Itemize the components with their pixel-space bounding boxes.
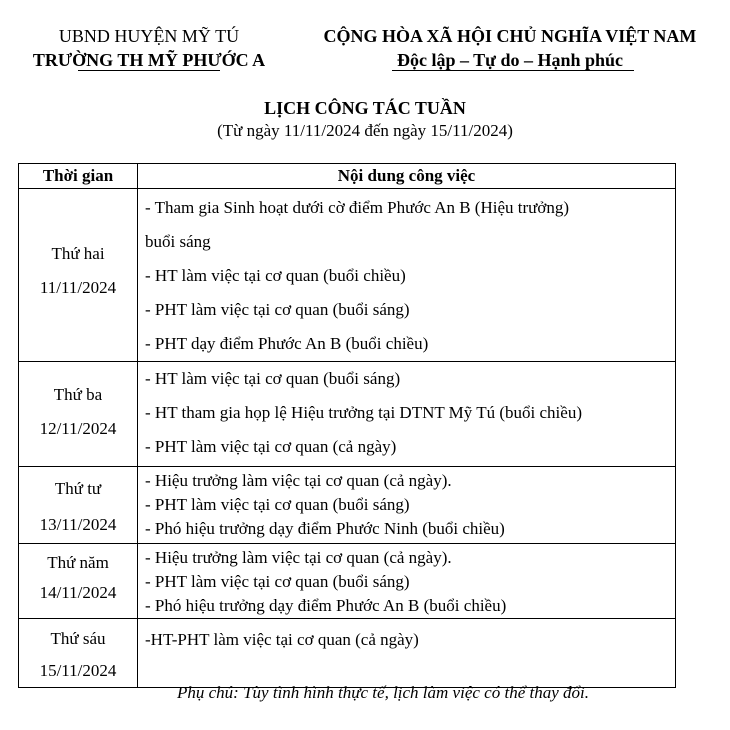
- task-item: - Hiệu trưởng làm việc tại cơ quan (cả ngày).: [145, 471, 452, 490]
- table-header-row: [19, 164, 676, 189]
- time-cell: [19, 619, 138, 688]
- table-row: [19, 362, 676, 467]
- document-subtitle: (Từ ngày 11/11/2024 đến ngày 15/11/2024): [217, 121, 513, 140]
- header-content: Nội dung công việc: [138, 164, 676, 189]
- day-label: Thứ hai: [51, 244, 105, 263]
- day-label: Thứ tư: [54, 479, 102, 498]
- table-row: [19, 544, 676, 619]
- task-item: -HT-PHT làm việc tại cơ quan (cả ngày): [145, 630, 419, 649]
- table-row: [19, 467, 676, 544]
- task-item: - Phó hiệu trưởng dạy điểm Phước Ninh (buổi chiều): [145, 519, 505, 538]
- time-cell: [19, 544, 138, 619]
- content-cell: [138, 189, 676, 362]
- header-time: Thời gian: [19, 164, 138, 189]
- time-cell: [19, 189, 138, 362]
- content-cell: [138, 619, 676, 688]
- content-cell: [138, 467, 676, 544]
- task-item: - PHT dạy điểm Phước An B (buổi chiều): [145, 334, 429, 353]
- task-item: - PHT làm việc tại cơ quan (buổi sáng): [145, 572, 410, 591]
- schedule-table: [18, 163, 676, 688]
- header-right: [300, 24, 720, 72]
- date-label: 12/11/2024: [39, 419, 117, 438]
- nation-name: CỘNG HÒA XÃ HỘI CHỦ NGHĨA VIỆT NAM: [323, 26, 697, 46]
- day-label: Thứ sáu: [50, 629, 106, 648]
- task-item: - Hiệu trưởng làm việc tại cơ quan (cả ngày).: [145, 548, 452, 567]
- day-label: Thứ năm: [47, 553, 109, 572]
- time-cell: [19, 362, 138, 467]
- org-name: UBND HUYỆN MỸ TÚ: [58, 26, 240, 46]
- date-label: 13/11/2024: [39, 515, 117, 534]
- nation-motto: Độc lập – Tự do – Hạnh phúc: [396, 50, 624, 70]
- motto-underline: [392, 70, 634, 71]
- date-label: 11/11/2024: [39, 278, 117, 297]
- school-name: TRƯỜNG TH MỸ PHƯỚC A: [32, 50, 266, 70]
- table-row: [19, 189, 676, 362]
- school-underline: [78, 70, 220, 71]
- task-item: - PHT làm việc tại cơ quan (cả ngày): [145, 437, 397, 456]
- time-cell: [19, 467, 138, 544]
- header-left: [18, 24, 280, 72]
- content-cell: [138, 362, 676, 467]
- document-title: LỊCH CÔNG TÁC TUẦN: [264, 98, 466, 118]
- task-item: - HT làm việc tại cơ quan (buổi chiều): [145, 266, 406, 285]
- day-label: Thứ ba: [53, 385, 103, 404]
- task-item: - Phó hiệu trưởng dạy điểm Phước An B (buổi chiều): [145, 596, 507, 615]
- content-cell: [138, 544, 676, 619]
- date-label: 14/11/2024: [39, 583, 117, 602]
- footnote: Phụ chú: Tùy tình hình thực tế, lịch làm việc có thể thay đổi.: [177, 683, 589, 702]
- task-item: - Tham gia Sinh hoạt dưới cờ điểm Phước An B (Hiệu trưởng): [145, 198, 570, 217]
- task-item: buổi sáng: [145, 232, 211, 251]
- task-item: - PHT làm việc tại cơ quan (buổi sáng): [145, 300, 410, 319]
- task-item: - HT làm việc tại cơ quan (buổi sáng): [145, 369, 401, 388]
- date-label: 15/11/2024: [39, 661, 117, 680]
- task-item: - PHT làm việc tại cơ quan (buổi sáng): [145, 495, 410, 514]
- task-item: - HT tham gia họp lệ Hiệu trưởng tại DTNT Mỹ Tú (buổi chiều): [145, 403, 582, 422]
- table-row: [19, 619, 676, 688]
